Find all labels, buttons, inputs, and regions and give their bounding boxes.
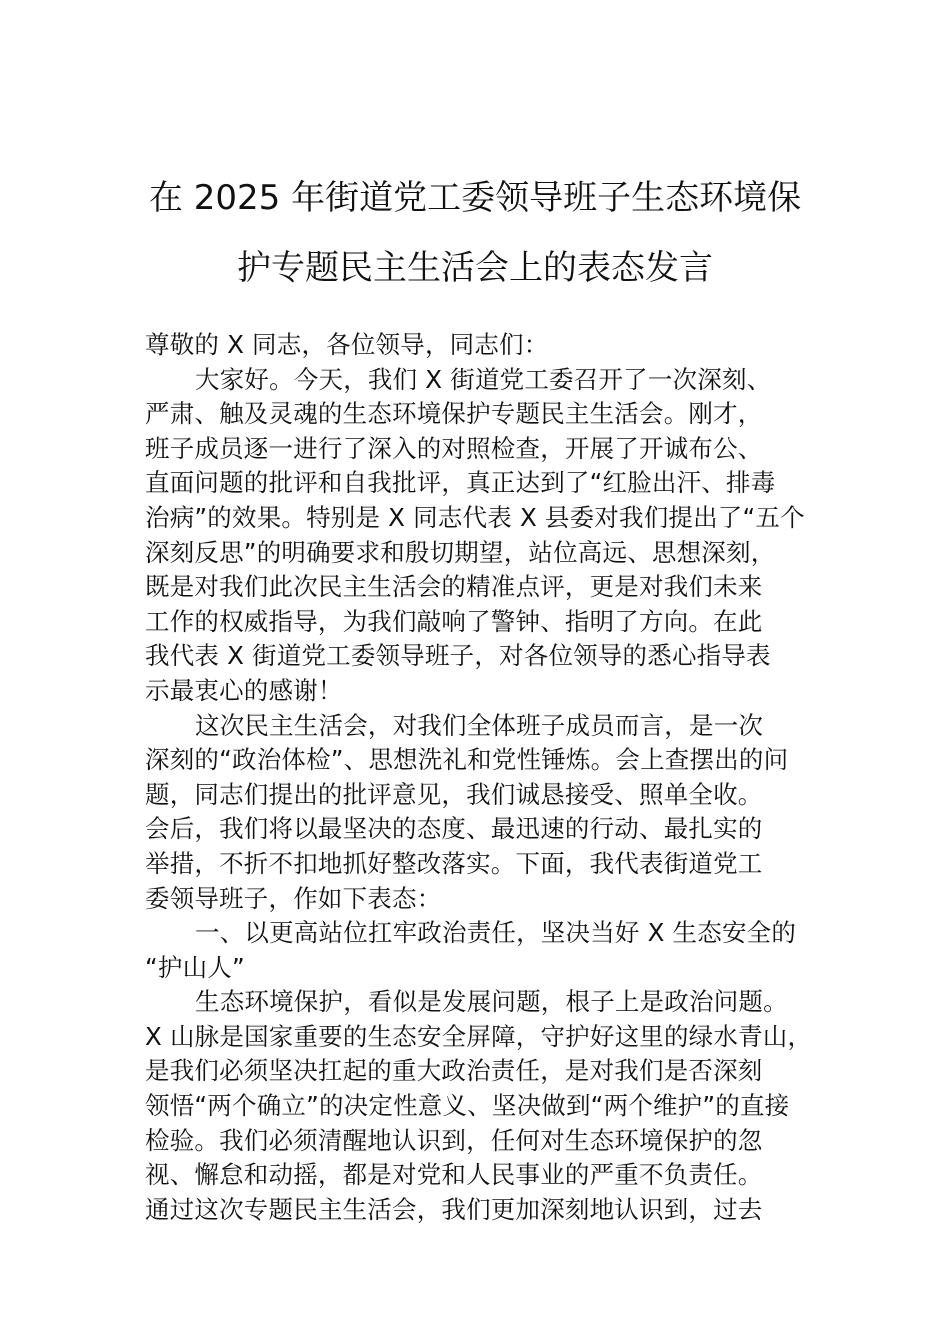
body-text-line: 工作的权威指导，为我们敲响了警钟、指明了方向。在此 — [145, 606, 763, 636]
body-text-line: 通过这次专题民主生活会，我们更加深刻地认识到，过去 — [145, 1194, 763, 1224]
body-text-line: 这次民主生活会，对我们全体班子成员而言，是一次 — [195, 710, 764, 740]
body-text-line: 会后，我们将以最坚决的态度、最迅速的行动、最扎实的 — [145, 814, 763, 844]
body-text-line: 检验。我们必须清醒地认识到，任何对生态环境保护的忽 — [145, 1125, 763, 1155]
body-text-line: 我代表 X 街道党工委领导班子，对各位领导的悉心指导表 — [145, 641, 771, 671]
body-text-line: 班子成员逐一进行了深入的对照检查，开展了开诚布公、 — [145, 433, 763, 463]
body-text-line: “护山人” — [145, 952, 245, 982]
body-text-line: 治病”的效果。特别是 X 同志代表 X 县委对我们提出了“五个 — [145, 502, 805, 532]
title-line-2: 护专题民主生活会上的表态发言 — [237, 248, 713, 288]
body-text-line: 严肃、触及灵魂的生态环境保护专题民主生活会。刚才， — [145, 399, 763, 429]
body-text-line: 举措，不折不扣地抓好整改落实。下面，我代表街道党工 — [145, 848, 763, 878]
body-text-line: 生态环境保护，看似是发展问题，根子上是政治问题。 — [195, 987, 788, 1017]
body-text-line: 题，同志们提出的批评意见，我们诚恳接受、照单全收。 — [145, 779, 763, 809]
body-text-line: 视、懈怠和动摇，都是对党和人民事业的严重不负责任。 — [145, 1160, 763, 1190]
document-body — [145, 328, 835, 1227]
document-title — [120, 163, 830, 303]
title-line-1: 在 2025 年街道党工委领导班子生态环境保 — [148, 178, 802, 218]
body-text-line: 直面问题的批评和自我批评，真正达到了“红脸出汗、排毒 — [145, 468, 776, 498]
body-text-line: 既是对我们此次民主生活会的精准点评，更是对我们未来 — [145, 572, 763, 602]
body-text-line: 深刻反思”的明确要求和殷切期望，站位高远、思想深刻， — [145, 537, 776, 567]
body-text-line: 深刻的“政治体检”、思想洗礼和党性锤炼。会上查摆出的问 — [145, 745, 789, 775]
body-text-line: X 山脉是国家重要的生态安全屏障，守护好这里的绿水青山， — [145, 1021, 813, 1051]
body-text-line: 示最衷心的感谢！ — [145, 675, 343, 705]
body-text-line: 一、以更高站位扛牢政治责任，坚决当好 X 生态安全的 — [195, 918, 797, 948]
body-text-line: 尊敬的 X 同志，各位领导，同志们： — [145, 330, 549, 359]
body-text-line: 领悟“两个确立”的决定性意义、坚决做到“两个维护”的直接 — [145, 1091, 790, 1121]
body-text-line: 是我们必须坚决扛起的重大政治责任，是对我们是否深刻 — [145, 1056, 763, 1086]
body-text-line: 大家好。今天，我们 X 街道党工委召开了一次深刻、 — [195, 364, 772, 394]
body-text-line: 委领导班子，作如下表态： — [145, 883, 442, 913]
